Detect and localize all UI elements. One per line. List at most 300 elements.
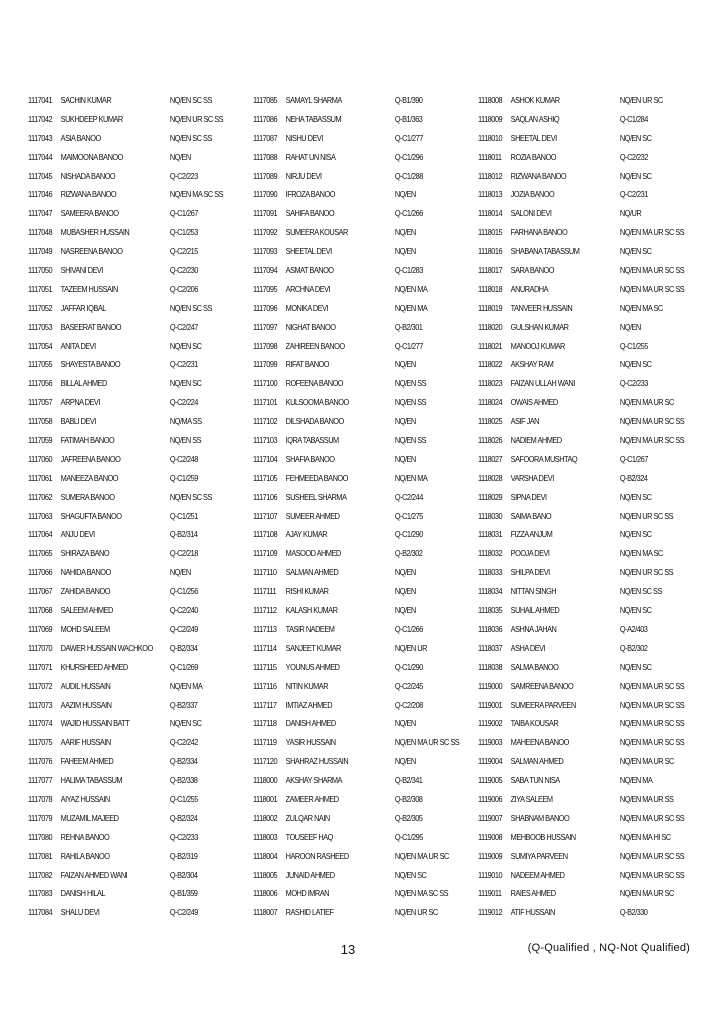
result-status: Q-B2/334	[169, 756, 198, 767]
roll-number: 1118011	[478, 151, 502, 162]
candidate-name: MONIKA DEVI	[285, 302, 329, 313]
candidate-name: SHEETAL DEVI	[510, 132, 557, 143]
roll-number: 1117073	[28, 699, 53, 710]
result-status: Q-C1/288	[394, 170, 423, 181]
roll-number: 1119006	[478, 793, 503, 804]
roll-number: 1118016	[478, 246, 503, 257]
roll-number: 1117113	[253, 623, 277, 634]
roll-number: 1118018	[478, 283, 503, 294]
candidate-name: RASHID LATIEF	[285, 907, 334, 918]
roll-number: 1117105	[253, 472, 278, 483]
roll-number: 1117081	[28, 850, 53, 861]
roll-number: 1117088	[253, 151, 278, 162]
candidate-name: IFROZA BANOO	[285, 189, 335, 200]
candidate-name: ROZIA BANOO	[510, 151, 556, 162]
candidate-name: RIFAT BANOO	[285, 359, 330, 370]
roll-number: 1118029	[478, 491, 503, 502]
result-status: NQ/EN SC	[619, 246, 652, 257]
candidate-name: KALASH KUMAR	[285, 605, 338, 616]
result-status: Q-C1/266	[394, 208, 423, 219]
result-status: Q-B1/390	[394, 95, 423, 105]
roll-number: 1119007	[478, 812, 503, 823]
roll-number: 1117047	[28, 208, 53, 219]
result-status: NQ/EN SC SS	[169, 302, 212, 313]
candidate-name: ANITA DEVI	[60, 340, 96, 351]
roll-number: 1119000	[478, 680, 503, 691]
candidate-name: MUZAMIL MAJEED	[60, 812, 119, 823]
candidate-name: NISHADA BANOO	[60, 170, 116, 181]
roll-number: 1119011	[478, 888, 502, 899]
roll-number: 1118004	[253, 850, 278, 861]
result-status: Q-C1/267	[619, 453, 648, 464]
result-status: Q-C1/277	[394, 340, 423, 351]
roll-number: 1117041	[28, 95, 53, 105]
roll-number: 1118010	[478, 132, 503, 143]
candidate-name: RIZWANA BANOO	[60, 189, 117, 200]
roll-number: 1117087	[253, 132, 278, 143]
roll-number: 1117058	[28, 416, 53, 427]
candidate-name: NITTAN SINGH	[510, 586, 557, 597]
result-status: NQ/EN	[394, 227, 416, 238]
roll-number: 1117046	[28, 189, 53, 200]
result-status: NQ/EN	[394, 416, 416, 427]
result-status: Q-B2/302	[394, 548, 423, 559]
candidate-name: RAIES AHMED	[510, 888, 556, 899]
result-status: Q-C1/259	[169, 472, 198, 483]
result-status: Q-C1/275	[394, 510, 423, 521]
result-status: NQ/EN	[394, 605, 416, 616]
roll-number: 1117079	[28, 812, 53, 823]
roll-number: 1117048	[28, 227, 53, 238]
candidate-name: SALMA BANOO	[510, 661, 559, 672]
roll-number: 1117085	[253, 95, 278, 105]
result-status: Q-C2/218	[169, 548, 198, 559]
roll-number: 1118000	[253, 775, 278, 786]
roll-number: 1118033	[478, 567, 503, 578]
roll-number: 1118015	[478, 227, 503, 238]
result-status: NQ/EN UR SC SS	[619, 567, 674, 578]
result-status: Q-C1/283	[394, 265, 423, 276]
roll-number: 1117096	[253, 302, 278, 313]
candidate-name: SAMAYL SHARMA	[285, 95, 342, 105]
result-status: NQ/EN MA SC SS	[169, 189, 224, 200]
result-status: Q-B2/334	[169, 642, 198, 653]
candidate-name: SHAGUFTA BANOO	[60, 510, 122, 521]
result-status: Q-B2/302	[619, 642, 648, 653]
roll-number: 1117071	[28, 661, 53, 672]
result-status: Q-B2/338	[169, 775, 198, 786]
roll-number: 1117070	[28, 642, 53, 653]
roll-number: 1118024	[478, 397, 503, 408]
roll-number: 1117050	[28, 265, 53, 276]
roll-number: 1117103	[253, 435, 278, 446]
result-status: NQ/EN SC	[619, 359, 652, 370]
roll-number: 1117093	[253, 246, 278, 257]
roll-number: 1117063	[28, 510, 53, 521]
roll-number: 1118012	[478, 170, 503, 181]
result-status: NQ/EN	[394, 246, 416, 257]
candidate-name: MAIMOONA BANOO	[60, 151, 123, 162]
candidate-name: SHAYESTA BANOO	[60, 359, 121, 370]
result-status: NQ/EN	[169, 567, 191, 578]
candidate-name: TAZEEM HUSSAIN	[60, 283, 118, 294]
result-status: NQ/EN MA	[394, 472, 428, 483]
result-status: Q-C1/255	[169, 793, 198, 804]
candidate-name: ANURADHA	[510, 283, 549, 294]
candidate-name: SABA TUN NISA	[510, 775, 560, 786]
roll-number: 1117097	[253, 321, 278, 332]
roll-number: 1117083	[28, 888, 53, 899]
candidate-name: JOZIA BANOO	[510, 189, 555, 200]
candidate-name: SUMEERA KOUSAR	[285, 227, 348, 238]
roll-number: 1119009	[478, 850, 503, 861]
result-status: NQ/EN MA UR SC SS	[619, 265, 685, 276]
result-status: NQ/EN SC	[619, 529, 652, 540]
result-status: NQ/EN MA UR SC	[619, 397, 674, 408]
result-status: NQ/EN MA SC	[619, 548, 663, 559]
roll-number: 1117077	[28, 775, 53, 786]
candidate-name: ASHNA JAHAN	[510, 623, 557, 634]
result-status: NQ/EN SC	[619, 170, 652, 181]
candidate-name: ASMAT BANOO	[285, 265, 334, 276]
candidate-name: ASHOK KUMAR	[510, 95, 560, 105]
roll-number: 1118009	[478, 113, 503, 124]
result-status: NQ/EN SC SS	[169, 95, 212, 105]
roll-number: 1117104	[253, 453, 278, 464]
candidate-name: NAHIDA BANOO	[60, 567, 111, 578]
candidate-name: FAIZAN AHMED WANI	[60, 869, 128, 880]
candidate-name: MEHBOOB HUSSAIN	[510, 831, 576, 842]
candidate-name: BASEERAT BANOO	[60, 321, 121, 332]
roll-number: 1117114	[253, 642, 277, 653]
roll-number: 1118014	[478, 208, 503, 219]
candidate-name: SARA BANOO	[510, 265, 554, 276]
result-status: Q-C2/230	[169, 265, 198, 276]
candidate-name: NASREENA BANOO	[60, 246, 123, 257]
candidate-name: SAFOORA MUSHTAQ	[510, 453, 578, 464]
result-status: Q-C1/284	[619, 113, 648, 124]
candidate-name: JUNAID AHMED	[285, 869, 335, 880]
candidate-name: RIZWANA BANOO	[510, 170, 567, 181]
roll-number: 1118002	[253, 812, 278, 823]
candidate-name: SHILPA DEVI	[510, 567, 550, 578]
candidate-name: KULSOOMA BANOO	[285, 397, 349, 408]
result-status: NQ/EN MA UR SS	[619, 793, 674, 804]
roll-number: 1117119	[253, 737, 277, 748]
roll-number: 1118013	[478, 189, 503, 200]
candidate-name: YASIR HUSSAIN	[285, 737, 336, 748]
roll-number: 1117056	[28, 378, 53, 389]
candidate-name: SAMREENA BANOO	[510, 680, 574, 691]
result-status: NQ/EN MA UR SC SS	[394, 737, 460, 748]
candidate-name: YOUNUS AHMED	[285, 661, 340, 672]
result-status: NQ/EN	[394, 359, 416, 370]
candidate-name: SHAFIA BANOO	[285, 453, 335, 464]
roll-number: 1117091	[253, 208, 278, 219]
result-status: NQ/MA SS	[169, 416, 202, 427]
roll-number: 1117043	[28, 132, 53, 143]
result-status: NQ/EN	[394, 718, 416, 729]
candidate-name: SAMEERA BANOO	[60, 208, 119, 219]
result-status: NQ/EN SS	[394, 435, 427, 446]
candidate-name: SANJEET KUMAR	[285, 642, 341, 653]
roll-number: 1118020	[478, 321, 503, 332]
roll-number: 1117065	[28, 548, 53, 559]
roll-number: 1117076	[28, 756, 53, 767]
roll-number: 1117102	[253, 416, 278, 427]
candidate-name: BILLAL AHMED	[60, 378, 107, 389]
roll-number: 1117107	[253, 510, 278, 521]
candidate-name: ANJU DEVI	[60, 529, 95, 540]
result-status: Q-C2/231	[619, 189, 648, 200]
result-status: NQ/EN SC	[619, 605, 652, 616]
roll-number: 1117078	[28, 793, 53, 804]
result-status: Q-C1/269	[169, 661, 198, 672]
candidate-name: TASIR NADEEM	[285, 623, 335, 634]
candidate-name: MASOOD AHMED	[285, 548, 341, 559]
roll-number: 1119008	[478, 831, 503, 842]
roll-number: 1117084	[28, 907, 53, 918]
roll-number: 1119002	[478, 718, 503, 729]
candidate-name: REHNA BANOO	[60, 831, 110, 842]
roll-number: 1117111	[253, 586, 276, 597]
candidate-name: NADEEM AHMED	[510, 869, 565, 880]
candidate-name: SACHIN KUMAR	[60, 95, 112, 105]
candidate-name: NIGHAT BANOO	[285, 321, 336, 332]
result-status: NQ/EN MA SC SS	[394, 888, 449, 899]
result-status: NQ/UR	[619, 208, 642, 219]
candidate-name: ZAMEER AHMED	[285, 793, 339, 804]
roll-number: 1119012	[478, 907, 503, 918]
roll-number: 1117062	[28, 491, 53, 502]
candidate-name: MANEEZA BANOO	[60, 472, 119, 483]
result-status: NQ/EN	[394, 567, 416, 578]
roll-number: 1117110	[253, 567, 277, 578]
result-status: Q-B2/314	[169, 529, 198, 540]
roll-number: 1117042	[28, 113, 53, 124]
result-status: Q-C1/267	[169, 208, 198, 219]
result-status: NQ/EN SC	[169, 718, 202, 729]
roll-number: 1118036	[478, 623, 503, 634]
result-status: Q-B2/319	[169, 850, 198, 861]
candidate-name: VARSHA DEVI	[510, 472, 554, 483]
result-status: NQ/EN SC SS	[169, 491, 212, 502]
roll-number: 1118007	[253, 907, 278, 918]
result-status: Q-B2/301	[394, 321, 423, 332]
result-status: NQ/EN MA UR SC SS	[619, 416, 685, 427]
result-status: NQ/EN MA UR SC SS	[619, 850, 685, 861]
result-status: NQ/EN MA	[394, 283, 428, 294]
roll-number: 1119001	[478, 699, 503, 710]
result-status: Q-B2/305	[394, 812, 423, 823]
result-status: NQ/EN SC	[169, 378, 202, 389]
candidate-name: NISHU DEVI	[285, 132, 323, 143]
candidate-name: AIYAZ HUSSAIN	[60, 793, 110, 804]
roll-number: 1117116	[253, 680, 277, 691]
candidate-name: JAFREENA BANOO	[60, 453, 121, 464]
roll-number: 1117086	[253, 113, 278, 124]
candidate-name: MANOOJ KUMAR	[510, 340, 565, 351]
roll-number: 1117060	[28, 453, 53, 464]
candidate-name: NITIN KUMAR	[285, 680, 329, 691]
roll-number: 1117095	[253, 283, 278, 294]
roll-number: 1117052	[28, 302, 53, 313]
result-status: NQ/EN SC	[394, 869, 427, 880]
result-status: Q-C1/266	[394, 623, 423, 634]
result-status: NQ/EN SC	[619, 491, 652, 502]
result-status: Q-C2/208	[394, 699, 423, 710]
roll-number: 1117108	[253, 529, 278, 540]
roll-number: 1117106	[253, 491, 278, 502]
candidate-name: ZULQAR NAIN	[285, 812, 330, 823]
candidate-name: SUKHDEEP KUMAR	[60, 113, 123, 124]
candidate-name: JAFFAR IQBAL	[60, 302, 106, 313]
roll-number: 1117082	[28, 869, 53, 880]
result-status: Q-C2/215	[169, 246, 198, 257]
roll-number: 1117120	[253, 756, 278, 767]
roll-number: 1117117	[253, 699, 277, 710]
candidate-name: HAROON RASHEED	[285, 850, 349, 861]
roll-number: 1117068	[28, 605, 53, 616]
roll-number: 1117066	[28, 567, 53, 578]
candidate-name: SHAHRAZ HUSSAIN	[285, 756, 349, 767]
candidate-name: AUDIL HUSSAIN	[60, 680, 111, 691]
roll-number: 1118019	[478, 302, 503, 313]
roll-number: 1118022	[478, 359, 503, 370]
result-status: NQ/EN SC	[619, 132, 652, 143]
candidate-name: SUMIYA PARVEEN	[510, 850, 568, 861]
roll-number: 1117053	[28, 321, 53, 332]
candidate-name: SHEETAL DEVI	[285, 246, 332, 257]
candidate-name: MUBASHER HUSSAIN	[60, 227, 130, 238]
candidate-name: ASHA DEVI	[510, 642, 546, 653]
roll-number: 1117055	[28, 359, 53, 370]
result-status: Q-C2/232	[619, 151, 648, 162]
roll-number: 1117061	[28, 472, 53, 483]
candidate-name: ARCHNA DEVI	[285, 283, 331, 294]
roll-number: 1117075	[28, 737, 53, 748]
roll-number: 1117118	[253, 718, 277, 729]
roll-number: 1119004	[478, 756, 503, 767]
result-status: Q-B2/330	[619, 907, 648, 918]
candidate-name: SAHIFA BANOO	[285, 208, 335, 219]
candidate-name: NIRJU DEVI	[285, 170, 322, 181]
result-status: NQ/EN MA SC	[619, 302, 663, 313]
result-status: NQ/EN MA UR SC SS	[619, 435, 685, 446]
page-number: 13	[340, 942, 356, 957]
legend-note: (Q-Qualified , NQ-Not Qualified)	[527, 942, 690, 954]
result-status: Q-C1/253	[169, 227, 198, 238]
result-status: Q-B2/324	[619, 472, 648, 483]
candidate-name: BABLI DEVI	[60, 416, 96, 427]
candidate-name: SUSHEEL SHARMA	[285, 491, 347, 502]
candidate-name: SALEEM AHMED	[60, 605, 113, 616]
roll-number: 1118032	[478, 548, 503, 559]
result-status: Q-C2/231	[169, 359, 198, 370]
result-status: Q-C1/296	[394, 151, 423, 162]
roll-number: 1117090	[253, 189, 278, 200]
roll-number: 1117059	[28, 435, 53, 446]
candidate-name: HALIMA TABASSUM	[60, 775, 123, 786]
candidate-name: SALMAN AHMED	[285, 567, 339, 578]
result-status: NQ/EN UR SC	[619, 95, 663, 105]
roll-number: 1118006	[253, 888, 278, 899]
roll-number: 1118008	[478, 95, 503, 105]
candidate-name: MOHD IMRAN	[285, 888, 329, 899]
result-status: NQ/EN MA UR SC SS	[619, 283, 685, 294]
candidate-name: SIPNA DEVI	[510, 491, 547, 502]
candidate-name: ROFEENA BANOO	[285, 378, 344, 389]
result-status: NQ/EN MA UR SC SS	[619, 812, 685, 823]
candidate-name: SALMAN AHMED	[510, 756, 564, 767]
candidate-name: ARPNA DEVI	[60, 397, 100, 408]
result-status: Q-C1/277	[394, 132, 423, 143]
result-status: NQ/EN	[394, 756, 416, 767]
candidate-name: WAJID HUSSAIN BATT	[60, 718, 130, 729]
roll-number: 1118038	[478, 661, 503, 672]
result-status: NQ/EN	[169, 151, 191, 162]
roll-number: 1118021	[478, 340, 503, 351]
candidate-name: IQRA TABASSUM	[285, 435, 339, 446]
candidate-name: FATIMAH BANOO	[60, 435, 115, 446]
roll-number: 1117092	[253, 227, 278, 238]
candidate-name: KHURSHEED AHMED	[60, 661, 128, 672]
roll-number: 1118031	[478, 529, 503, 540]
candidate-name: TOUSEEF HAQ	[285, 831, 333, 842]
roll-number: 1117045	[28, 170, 53, 181]
candidate-name: ASIA BANOO	[60, 132, 101, 143]
roll-number: 1118028	[478, 472, 503, 483]
result-status: NQ/EN MA HI SC	[619, 831, 671, 842]
result-status: NQ/EN MA	[169, 680, 203, 691]
candidate-name: GULSHAN KUMAR	[510, 321, 569, 332]
result-status: Q-C2/242	[169, 737, 198, 748]
candidate-name: RAHAT UN NISA	[285, 151, 336, 162]
result-status: Q-C2/233	[169, 831, 198, 842]
candidate-name: FAIZAN ULLAH WANI	[510, 378, 575, 389]
result-status: NQ/EN MA UR SC	[619, 888, 674, 899]
roll-number: 1117112	[253, 605, 277, 616]
candidate-name: ASIF JAN	[510, 416, 540, 427]
result-status: Q-C1/256	[169, 586, 198, 597]
roll-number: 1117069	[28, 623, 53, 634]
roll-number: 1117044	[28, 151, 53, 162]
result-status: Q-C2/233	[619, 378, 648, 389]
result-status: NQ/EN MA UR SC	[619, 756, 674, 767]
result-status: NQ/EN SC SS	[619, 586, 662, 597]
roll-number: 1118025	[478, 416, 503, 427]
result-status: NQ/EN UR	[394, 642, 427, 653]
roll-number: 1117115	[253, 661, 277, 672]
candidate-name: SHABANA TABASSUM	[510, 246, 580, 257]
candidate-name: FEHMEEDA BANOO	[285, 472, 348, 483]
candidate-name: SHIVANI DEVI	[60, 265, 103, 276]
result-status: Q-C1/251	[169, 510, 198, 521]
candidate-name: SUHAIL AHMED	[510, 605, 560, 616]
result-status: Q-C1/290	[394, 529, 423, 540]
roll-number: 1117072	[28, 680, 53, 691]
result-status: Q-B2/304	[169, 869, 198, 880]
result-status: Q-B2/337	[169, 699, 198, 710]
result-status: NQ/EN MA UR SC SS	[619, 869, 685, 880]
result-status: Q-B1/363	[394, 113, 423, 124]
candidate-name: AARIF HUSSAIN	[60, 737, 111, 748]
candidate-name: SALONI DEVI	[510, 208, 552, 219]
roll-number: 1118034	[478, 586, 503, 597]
candidate-name: DILSHADA BANOO	[285, 416, 344, 427]
result-status: NQ/EN UR SC SS	[169, 113, 224, 124]
candidate-name: ZAHIREEN BANOO	[285, 340, 345, 351]
